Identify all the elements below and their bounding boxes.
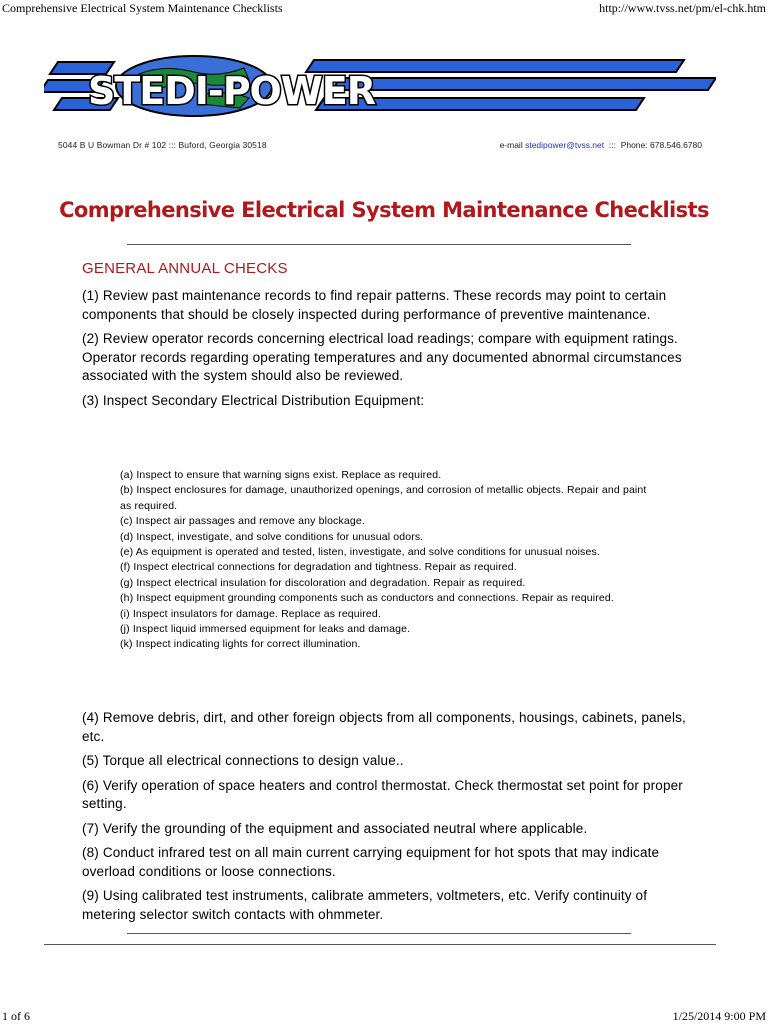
- checklist-item: (2) Review operator records concerning electrical load readings; compare with equipment ratings. Operator records regarding operating temperatures and any documented abnormal circumstances associated with the system should also be reviewed.: [82, 331, 682, 383]
- sub-item: (i) Inspect insulators for damage. Replace as required.: [120, 607, 381, 620]
- contact-line: [500, 140, 702, 150]
- checklist-item: (1) Review past maintenance records to find repair patterns. These records may point to certain components that should be closely inspected during performance of preventive maintenance.: [82, 288, 667, 322]
- checklist-item: (7) Verify the grounding of the equipment and associated neutral where applicable.: [82, 820, 588, 836]
- section-title: GENERAL ANNUAL CHECKS: [82, 260, 288, 277]
- sub-item: (e) As equipment is operated and tested, listen, investigate, and solve conditions for unusual noises.: [120, 546, 600, 559]
- sub-checklist: [120, 468, 660, 653]
- checklist-item: (3) Inspect Secondary Electrical Distribution Equipment:: [82, 392, 425, 408]
- checklist-item: (9) Using calibrated test instruments, calibrate ammeters, voltmeters, etc. Verify continuity of metering selector switch contacts with ohmmeter.: [82, 888, 648, 922]
- sub-item: (b) Inspect enclosures for damage, unauthorized openings, and corrosion of metallic objects. Repair and paint as required.: [120, 484, 647, 512]
- email-label: e-mail: [499, 140, 523, 150]
- sub-item: (j) Inspect liquid immersed equipment for leaks and damage.: [120, 623, 411, 636]
- address-line: 5044 B U Bowman Dr # 102 ::: Buford, Georgia 30518: [58, 140, 267, 150]
- logo-text: STEDI-POWER: [88, 69, 375, 113]
- print-header: [0, 0, 768, 16]
- sub-item: (g) Inspect electrical insulation for discoloration and degradation. Repair as required.: [120, 576, 526, 589]
- email-link[interactable]: stedipower@tvss.net: [525, 140, 605, 150]
- checklist-item: (4) Remove debris, dirt, and other foreign objects from all components, housings, cabinets, panels, etc.: [82, 710, 686, 744]
- content-end-divider: [127, 933, 631, 934]
- print-header-title: Comprehensive Electrical System Maintenance Checklists: [2, 1, 283, 15]
- page-title: Comprehensive Electrical System Maintenance Checklists: [59, 198, 709, 222]
- checklist-item: (8) Conduct infrared test on all main current carrying equipment for hot spots that may indicate overload conditions or loose connections.: [82, 845, 660, 879]
- contact-separator: :::: [608, 140, 616, 150]
- page-number: 1 of 6: [2, 1009, 30, 1023]
- stedi-power-logo: [44, 54, 716, 120]
- title-divider: [127, 244, 631, 245]
- checklist-items-bottom: [82, 709, 694, 930]
- checklist-item: (5) Torque all electrical connections to design value..: [82, 753, 404, 768]
- sub-item: (a) Inspect to ensure that warning signs exist. Replace as required.: [120, 469, 442, 481]
- sub-item: (f) Inspect electrical connections for degradation and tightness. Repair as required.: [120, 561, 517, 574]
- print-datetime: 1/25/2014 9:00 PM: [672, 1009, 766, 1023]
- print-footer: [0, 1008, 768, 1024]
- sub-item: (c) Inspect air passages and remove any blockage.: [120, 515, 365, 528]
- sub-item: (k) Inspect indicating lights for correct illumination.: [120, 638, 361, 651]
- page-bottom-divider: [44, 944, 716, 945]
- print-header-url: http://www.tvss.net/pm/el-chk.htm: [599, 1, 766, 15]
- sub-item: (d) Inspect, investigate, and solve conditions for unusual odors.: [120, 530, 424, 543]
- checklist-item: (6) Verify operation of space heaters and control thermostat. Check thermostat set point for proper setting.: [82, 777, 683, 811]
- sub-item: (h) Inspect equipment grounding components such as conductors and connections. Repair as required.: [120, 592, 614, 605]
- phone-number: Phone: 678.546.6780: [620, 140, 702, 150]
- checklist-items-top: [82, 287, 694, 416]
